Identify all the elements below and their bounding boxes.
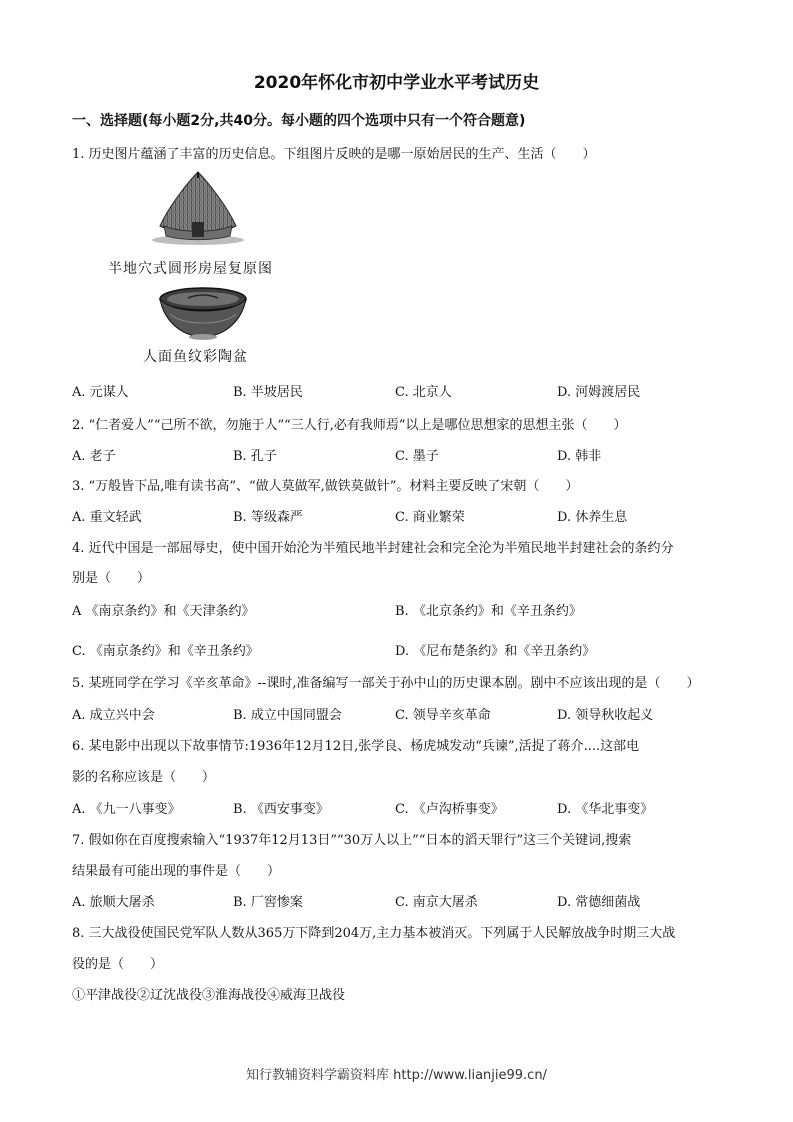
painted-pottery-basin-illustration	[158, 286, 248, 342]
question-7-option-c[interactable]: C. 南京大屠杀	[395, 895, 478, 910]
question-4-option-c[interactable]: C. 《南京条约》和《辛丑条约》	[72, 644, 259, 659]
figure-1-caption: 半地穴式圆形房屋复原图	[108, 261, 273, 277]
question-1-text: 1. 历史图片蕴涵了丰富的历史信息。下组图片反映的是哪一原始居民的生产、生活（ ）	[72, 147, 596, 162]
question-8-items: ①平津战役②辽沈战役③淮海战役④威海卫战役	[72, 988, 346, 1003]
round-hut-illustration	[150, 170, 246, 246]
question-4-option-b[interactable]: B. 《北京条约》和《辛丑条约》	[395, 604, 582, 619]
figure-2-caption: 人面鱼纹彩陶盆	[143, 349, 248, 365]
question-7-text-line-2: 结果最有可能出现的事件是（ ）	[72, 864, 281, 879]
question-1-option-c[interactable]: C. 北京人	[395, 385, 452, 400]
question-5-text: 5. 某班同学在学习《辛亥革命》--课时,准备编写一部关于孙中山的历史课本剧。剧中不应该出现的是（ ）	[72, 676, 700, 691]
question-2-option-a[interactable]: A. 老子	[72, 449, 116, 464]
question-4-text-line-2: 别是（ ）	[72, 571, 151, 586]
question-1-option-a[interactable]: A. 元谋人	[72, 385, 129, 400]
question-1-option-b[interactable]: B. 半坡居民	[233, 385, 303, 400]
question-6-option-c[interactable]: C. 《卢沟桥事变》	[395, 802, 504, 817]
question-4-option-a[interactable]: A 《南京条约》和《天津条约》	[72, 604, 255, 619]
question-5-option-c[interactable]: C. 领导辛亥革命	[395, 708, 491, 723]
footer-watermark[interactable]: 知行教辅资料学霸资料库 http://www.lianjie99.cn/	[246, 1068, 547, 1083]
question-3-text: 3. “万般皆下品,唯有读书高”、“做人莫做军,做铁莫做针”。材料主要反映了宋朝（ ）	[72, 479, 579, 494]
question-8-text-line-2: 役的是（ ）	[72, 957, 164, 972]
question-3-option-d[interactable]: D. 休养生息	[557, 510, 628, 525]
question-7-option-b[interactable]: B. 厂窖惨案	[233, 895, 303, 910]
section-heading: 一、选择题(每小题2分,共40分。每小题的四个选项中只有一个符合题意)	[72, 113, 526, 129]
question-6-option-d[interactable]: D. 《华北事变》	[557, 802, 654, 817]
question-6-text-line-1: 6. 某电影中出现以下故事情节:1936年12月12日,张学良、杨虎城发动“兵谏”,活捉了蒋介....这部电	[72, 739, 640, 754]
question-3-option-a[interactable]: A. 重文轻武	[72, 510, 142, 525]
question-6-option-b[interactable]: B. 《西安事变》	[233, 802, 329, 817]
question-2-option-b[interactable]: B. 孔子	[233, 449, 277, 464]
question-5-option-a[interactable]: A. 成立兴中会	[72, 708, 155, 723]
question-7-option-a[interactable]: A. 旅顺大屠杀	[72, 895, 155, 910]
question-4-option-d[interactable]: D. 《尼布楚条约》和《辛丑条约》	[395, 644, 596, 659]
question-7-option-d[interactable]: D. 常德细菌战	[557, 895, 641, 910]
page-title: 2020年怀化市初中学业水平考试历史	[253, 73, 540, 93]
question-2-text: 2. “仁者爱人”“己所不欲，勿施于人”“三人行,必有我师焉”以上是哪位思想家的思想主张（ ）	[72, 418, 627, 433]
question-3-option-c[interactable]: C. 商业繁荣	[395, 510, 465, 525]
question-3-option-b[interactable]: B. 等级森严	[233, 510, 303, 525]
question-5-option-b[interactable]: B. 成立中国同盟会	[233, 708, 342, 723]
question-2-option-c[interactable]: C. 墨子	[395, 449, 439, 464]
question-5-option-d[interactable]: D. 领导秋收起义	[557, 708, 654, 723]
question-8-text-line-1: 8. 三大战役使国民党军队人数从365万下降到204万,主力基本被消灭。下列属于人民解放战争时期三大战	[72, 926, 676, 941]
question-6-text-line-2: 影的名称应该是（ ）	[72, 770, 216, 785]
question-6-option-a[interactable]: A. 《九一八事变》	[72, 802, 181, 817]
question-1-option-d[interactable]: D. 河姆渡居民	[557, 385, 641, 400]
question-2-option-d[interactable]: D. 韩非	[557, 449, 602, 464]
question-4-text-line-1: 4. 近代中国是一部屈辱史，使中国开始沦为半殖民地半封建社会和完全沦为半殖民地半封建社会的条约分	[72, 541, 674, 556]
question-7-text-line-1: 7. 假如你在百度搜索输入“1937年12月13日”“30万人以上”“日本的滔天罪行”这三个关键词,搜索	[72, 833, 632, 848]
